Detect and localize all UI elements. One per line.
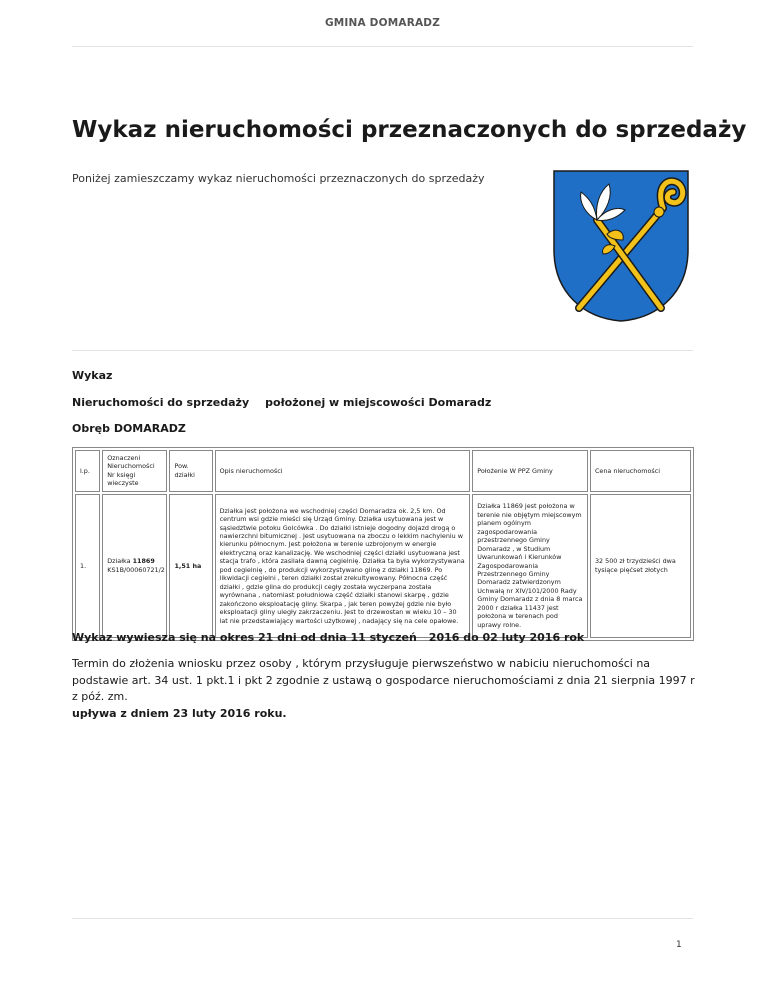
posting-period: [72, 631, 584, 644]
land-register-number: KS1B/00060721/2: [107, 565, 165, 574]
property-table: [72, 447, 694, 641]
header-org-name: GMINA DOMARADZ: [324, 17, 441, 29]
table-row: [75, 494, 691, 638]
header-polozenie: Położenie W PPZ Gminy: [472, 450, 588, 492]
intro-text: Poniżej zamieszczamy wykaz nieruchomości przeznaczonych do sprzedaży: [72, 172, 485, 185]
header-pow: Pow. działki: [169, 450, 212, 492]
deadline-paragraph: [72, 656, 702, 722]
page-title: Wykaz nieruchomości przeznaczonych do sprzedaży: [72, 117, 747, 143]
dzialka-label: Działka: [107, 557, 131, 566]
cell-oznaczenie: [102, 494, 167, 638]
cell-pow: 1,51 ha: [169, 494, 212, 638]
section-divider: [72, 350, 693, 351]
cell-cena: 32 500 zł trzydzieści dwa tysiące pięćset złotych: [590, 494, 691, 638]
footer-divider: [72, 918, 693, 919]
page-header: [72, 0, 693, 47]
dzialka-number: 11869: [132, 557, 155, 566]
subheading-part-2: położonej w miejscowości Domaradz: [265, 396, 492, 409]
cell-polozenie: Działka 11869 jest położona w terenie nie objętym miejscowym planem ogólnym zagospodarowania przestrzennego Gminy Domaradz , w Studium Uwarunkowań i Kierunków Zagospodarowania Przestrzennego Gminy Domaradz zatwierdzonym Uchwałą nr XIV/101/2000 Rady Gminy Domaradz z dnia 8 marca 2000 r działka 11437 jest położona w terenach pod uprawy rolne.: [472, 494, 588, 638]
page-number: 1: [676, 940, 682, 950]
cell-lp: 1.: [75, 494, 100, 638]
header-opis: Opis nieruchomości: [215, 450, 471, 492]
section-subheading: [72, 396, 491, 409]
header-lp: l.p.: [75, 450, 100, 492]
cell-opis: Działka jest położona we wschodniej części Domaradza ok. 2,5 km. Od centrum wsi gdzie mieści się Urząd Gminy. Działka usytuowana jest w sąsiedztwie potoku Golcówka . Do działki istnieje dogodny dojazd drogą o nawierzchni bitumicznej . Jest usytuowana na zboczu o lekkim nachyleniu w kierunku północnym. Jest położona w terenie uzbrojonym w energie elektryczną oraz kanalizację. We wschodniej części działki usytuowana jest stacja trafo , która zasilała dawną cegielnię. Działka ta była wykorzystywana pod cegielnię , do produkcji wykorzystywano glinę z działki 11869. Po likwidacji cegielni , teren działki został zrekultywowany. Północna część działki , gdzie glina do produkcji cegły została wyczerpana została wyrównana , natomiast południowa część działki stanowi skarpę , gdzie zakończono eksploatację gliny. Skarpa , jak teren powyżej gdzie nie było eksploatacji gliny uległy zakrzaczeniu. Jest to drzewostan w wieku 10 – 30 lat nie przedstawiający wartości użytkowej , nadający się na cele opałowe.: [215, 494, 471, 638]
obreb-heading: Obręb DOMARADZ: [72, 422, 186, 435]
coat-of-arms-icon: [551, 168, 691, 324]
deadline-text: Termin do złożenia wniosku przez osoby , którym przysługuje pierwszeństwo w nabiciu nieruchomości na podstawie art. 34 ust. 1 pkt.1 i pkt 2 zgodnie z ustawą o gospodarce nieruchomościami z dnia 21 sierpnia 1997 r z póź. zm.: [72, 657, 695, 703]
header-cena: Cena nieruchomości: [590, 450, 691, 492]
table-header-row: [75, 450, 691, 492]
section-heading: Wykaz: [72, 369, 113, 382]
subheading-part-1: Nieruchomości do sprzedaży: [72, 396, 250, 409]
deadline-date: upływa z dniem 23 luty 2016 roku.: [72, 706, 287, 720]
header-oznaczenie: Oznaczeni Nieruchomości Nr księgi wieczyste: [102, 450, 167, 492]
posting-period-part-2: 2016 do 02 luty 2016 rok: [428, 631, 585, 644]
posting-period-part-1: Wykaz wywiesza się na okres 21 dni od dnia 11 styczeń: [72, 631, 417, 644]
